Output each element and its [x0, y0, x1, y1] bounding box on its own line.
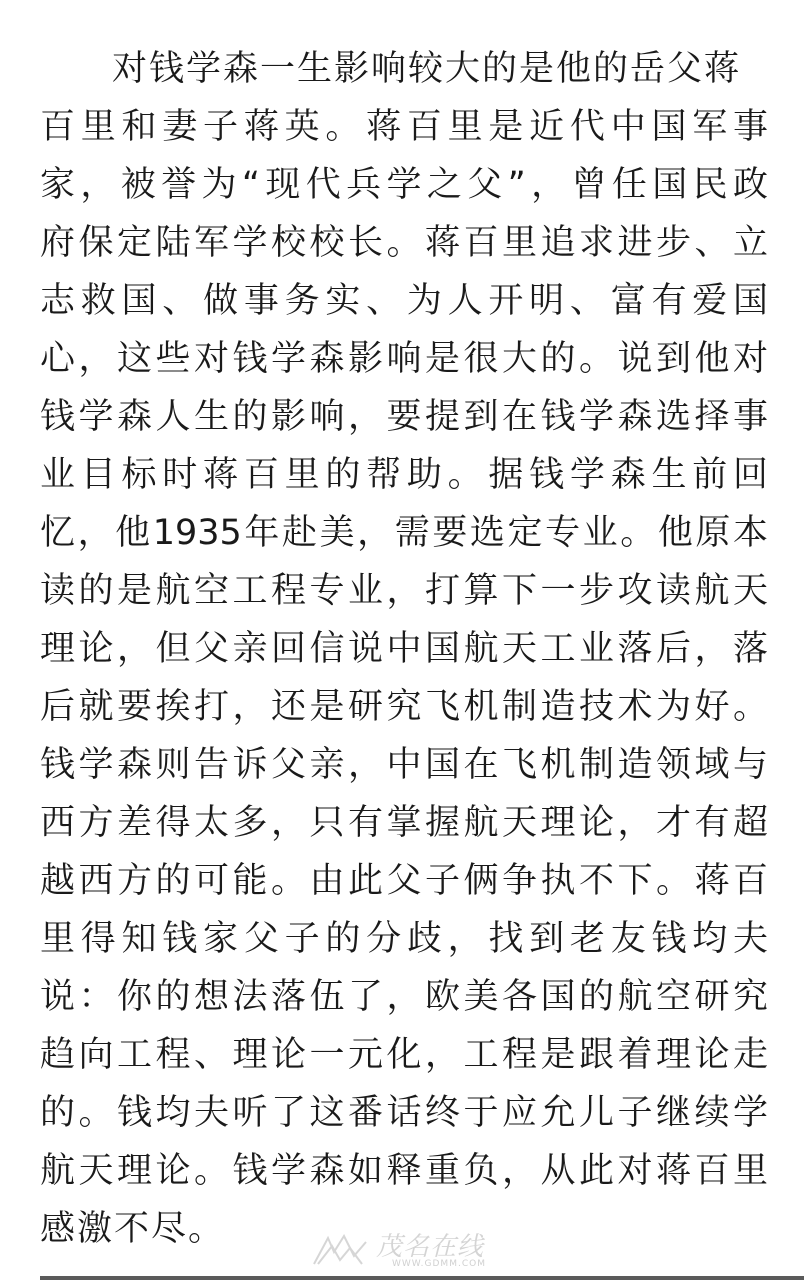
- watermark-brand: 茂名在线: [376, 1232, 485, 1262]
- bottom-divider: [40, 1276, 804, 1280]
- text-line: 府保定陆军学校校长。蒋百里追求进步、立: [40, 223, 768, 263]
- text-line: 钱学森则告诉父亲，中国在飞机制造领域与: [40, 745, 768, 785]
- logo-mark-icon: [310, 1234, 370, 1268]
- watermark-url: WWW.GDMM.COM: [392, 1259, 486, 1269]
- text-line: 忆，他1935年赴美，需要选定专业。他原本: [40, 513, 768, 553]
- article-body: [40, 40, 768, 1258]
- text-line: 理论，但父亲回信说中国航天工业落后，落: [40, 629, 768, 669]
- text-line: 说：你的想法落伍了，欧美各国的航空研究: [40, 977, 768, 1017]
- text-line: 心，这些对钱学森影响是很大的。说到他对: [40, 339, 768, 379]
- text-line: 里得知钱家父子的分歧，找到老友钱均夫: [40, 919, 768, 959]
- text-line: 读的是航空工程专业，打算下一步攻读航天: [40, 571, 768, 611]
- text-line: 越西方的可能。由此父子俩争执不下。蒋百: [40, 861, 768, 901]
- text-line: 百里和妻子蒋英。蒋百里是近代中国军事: [40, 107, 768, 147]
- text-line: 后就要挨打，还是研究飞机制造技术为好。: [40, 687, 768, 727]
- text-line: 趋向工程、理论一元化，工程是跟着理论走: [40, 1035, 768, 1075]
- text-line: 西方差得太多，只有掌握航天理论，才有超: [40, 803, 768, 843]
- text-line: 的。钱均夫听了这番话终于应允儿子继续学: [40, 1093, 768, 1133]
- text-line: 钱学森人生的影响，要提到在钱学森选择事: [40, 397, 768, 437]
- text-line: 家，被誉为“现代兵学之父”，曾任国民政: [40, 165, 768, 205]
- text-line: 志救国、做事务实、为人开明、富有爱国: [40, 281, 768, 321]
- text-line: 对钱学森一生影响较大的是他的岳父蒋: [112, 49, 742, 89]
- text-line: 业目标时蒋百里的帮助。据钱学森生前回: [40, 455, 768, 495]
- text-line-last: 感激不尽。: [40, 1209, 226, 1249]
- site-watermark: [310, 1232, 510, 1272]
- text-line: 航天理论。钱学森如释重负，从此对蒋百里: [40, 1151, 768, 1191]
